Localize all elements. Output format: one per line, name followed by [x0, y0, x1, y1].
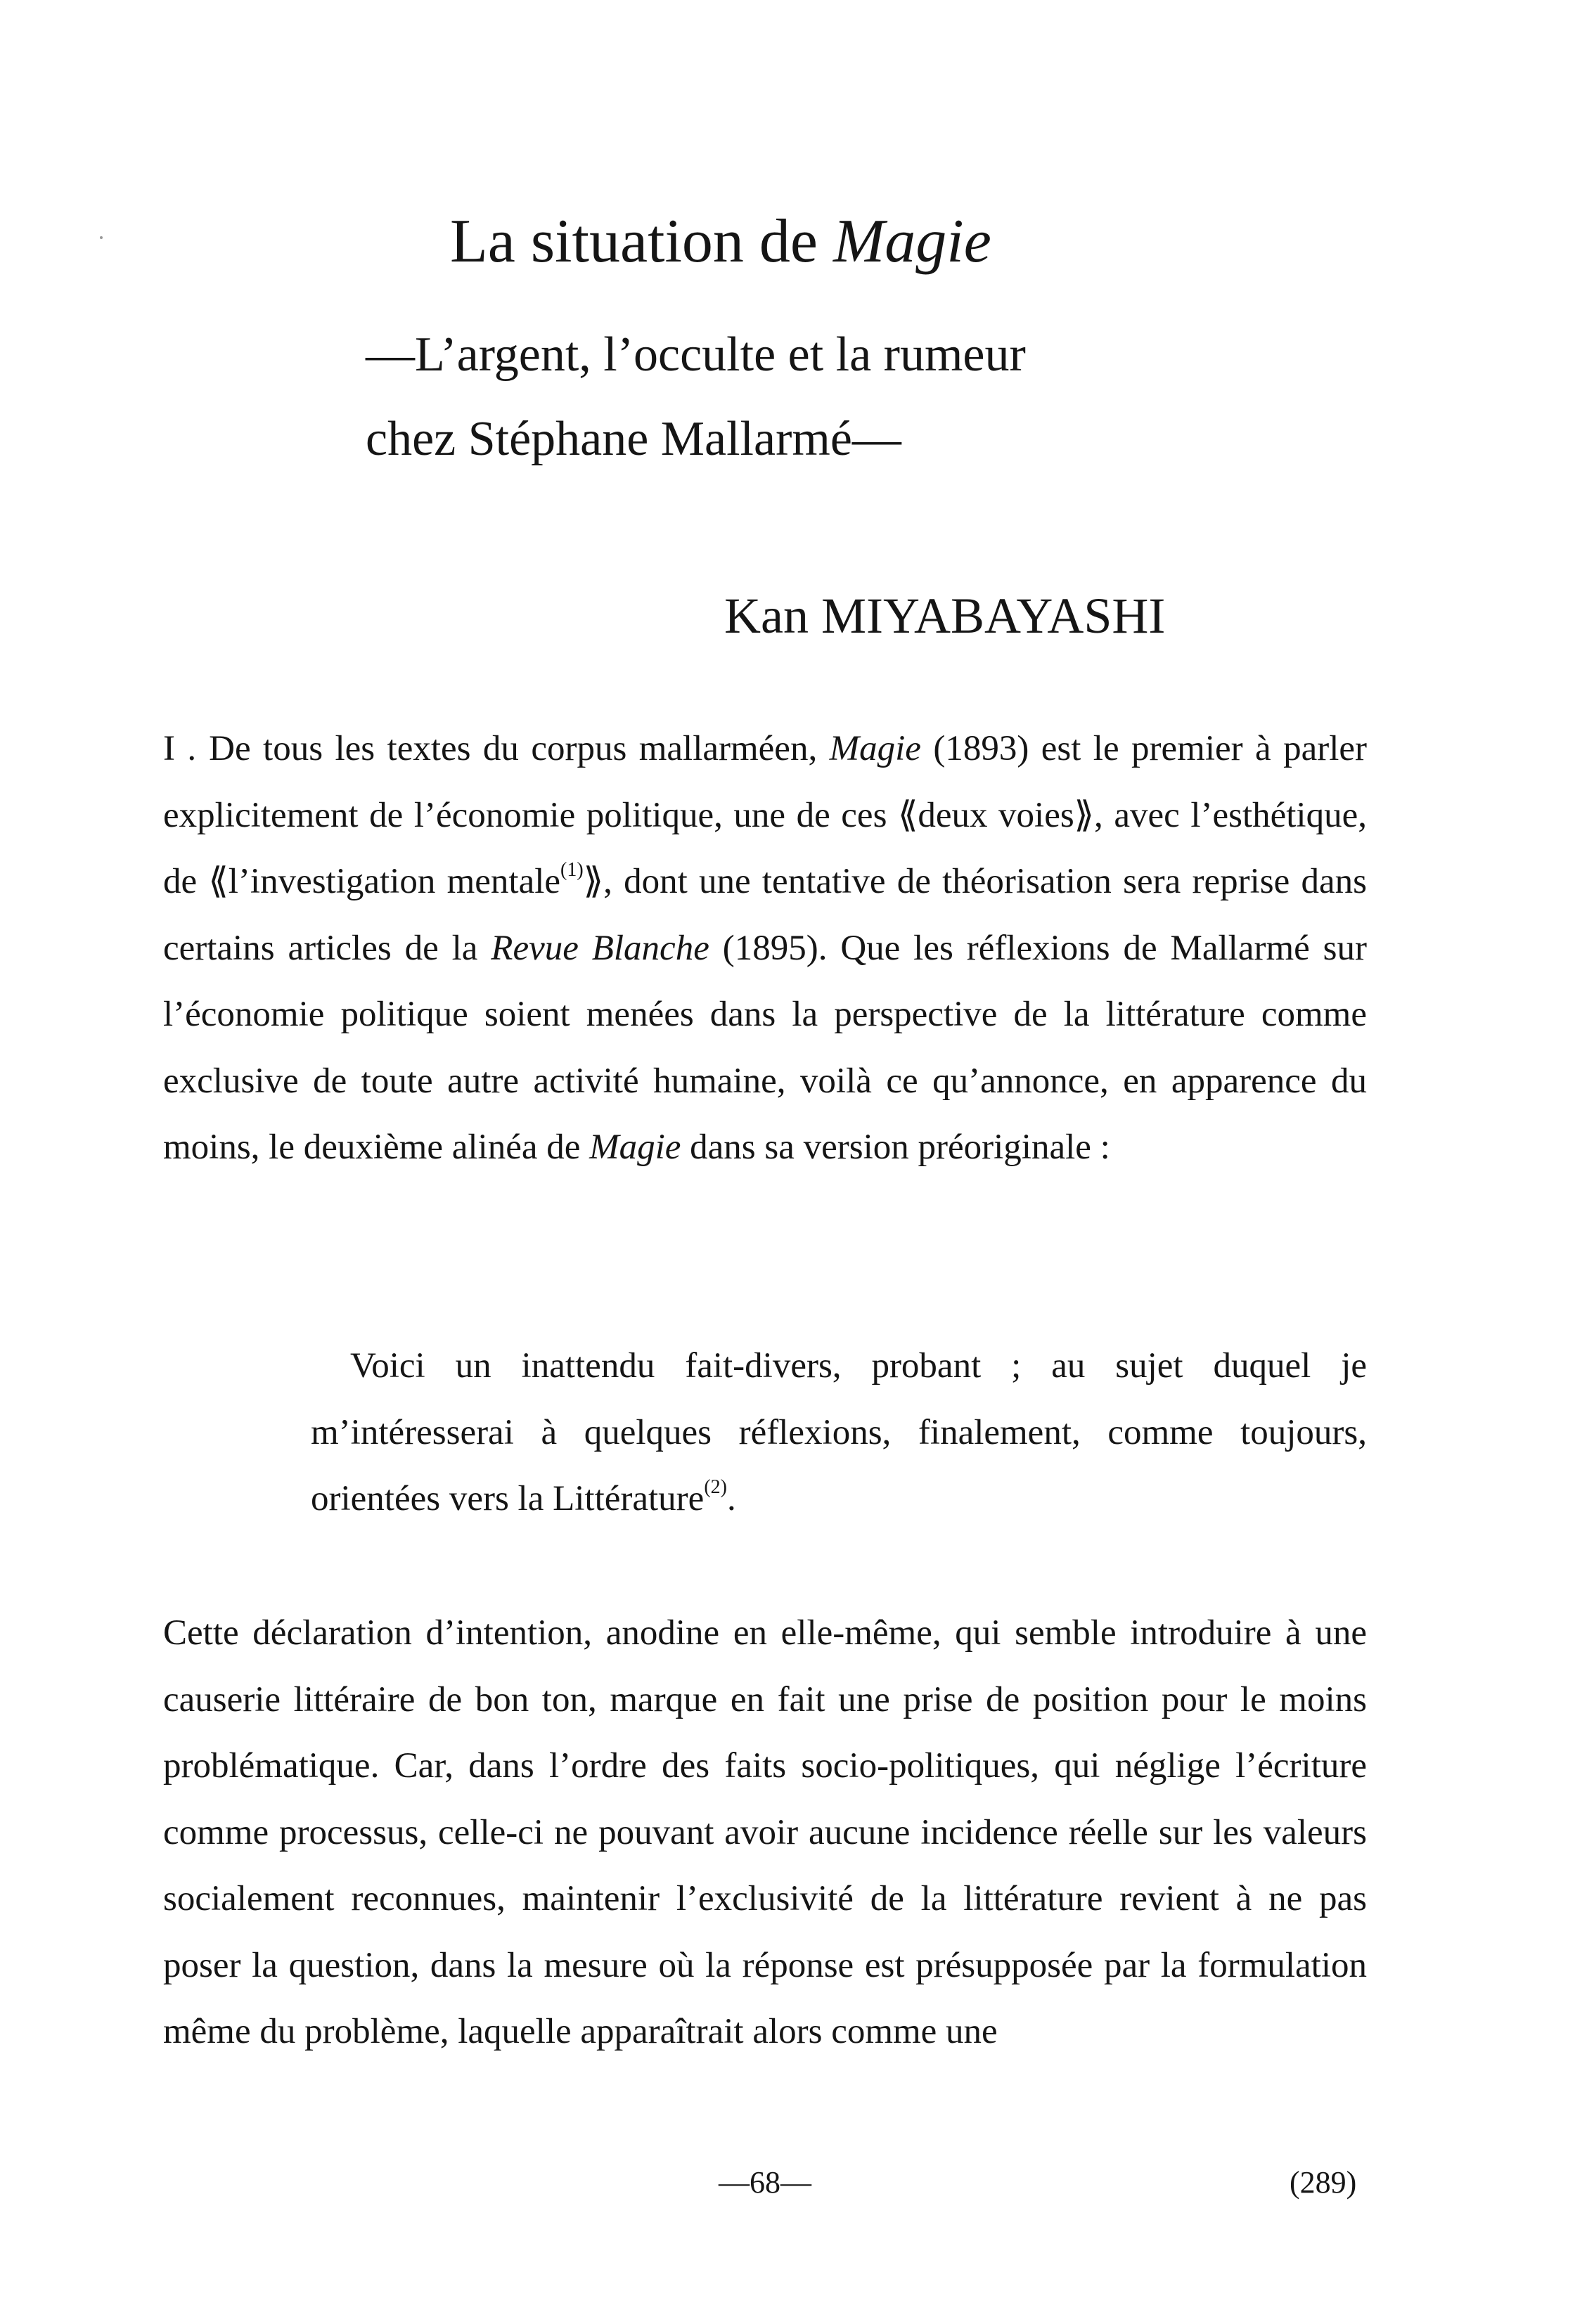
- paragraph-1: [163, 716, 1367, 1181]
- section-number: I .: [163, 729, 197, 768]
- author-name: Kan MIYABAYASHI: [724, 588, 1166, 644]
- para1-italic-1: Magie: [829, 729, 921, 768]
- para1-italic-3: Magie: [589, 1128, 681, 1167]
- quote-text-2: .: [726, 1479, 736, 1518]
- scan-speck: [100, 236, 103, 239]
- footnote-ref-2[interactable]: (2): [704, 1476, 727, 1498]
- block-quote: [311, 1333, 1367, 1532]
- quote-text-1: Voici un inattendu fait-divers, probant ; au sujet duquel je m’intéresserai à quelques réflexions, finalement, comme toujours, orientées vers la Littérature: [311, 1346, 1367, 1518]
- title-italic: Magie: [832, 207, 991, 276]
- para1-text-5: dans sa version préoriginale :: [681, 1128, 1110, 1167]
- subtitle-line-1: —L’argent, l’occulte et la rumeur: [366, 328, 1026, 382]
- para1-text-3: ⟫, dont une tentative de théorisation sera reprise dans certains articles de la: [163, 862, 1367, 968]
- footnote-ref-1[interactable]: (1): [560, 859, 584, 881]
- subtitle-line-2: chez Stéphane Mallarmé—: [366, 412, 901, 466]
- page-number: —68—: [719, 2165, 811, 2200]
- para1-italic-2: Revue Blanche: [491, 928, 709, 968]
- journal-page-number: (289): [1290, 2165, 1357, 2200]
- para1-text-1: De tous les textes du corpus mallarméen,: [209, 729, 830, 768]
- para1-text-2: (1893) est le premier à parler explicitement de l’économie politique, une de ces ⟪deux voies⟫, avec l’esthétique, de ⟪l’investigation mentale: [163, 729, 1367, 901]
- title-prefix: La situation de: [450, 207, 833, 276]
- para1-text-4: (1895). Que les réflexions de Mallarmé sur l’économie politique soient menées dans la perspective de la littérature comme exclusive de toute autre activité humaine, voilà ce qu’annonce, en apparence du moins, le deuxième alinéa de: [163, 928, 1367, 1167]
- paragraph-2: Cette déclaration d’intention, anodine en elle-même, qui semble introduire à une causerie littéraire de bon ton, marque en fait une prise de position pour le moins problématique. Car, dans l’ordre des faits socio-politiques, qui néglige l’écriture comme processus, celle-ci ne pouvant avoir aucune incidence réelle sur les valeurs socialement reconnues, maintenir l’exclusivité de la littérature revient à ne pas poser la question, dans la mesure où la réponse est présupposée par la formulation même du problème, laquelle apparaîtrait alors comme une: [163, 1613, 1367, 2051]
- article-title: [450, 207, 991, 276]
